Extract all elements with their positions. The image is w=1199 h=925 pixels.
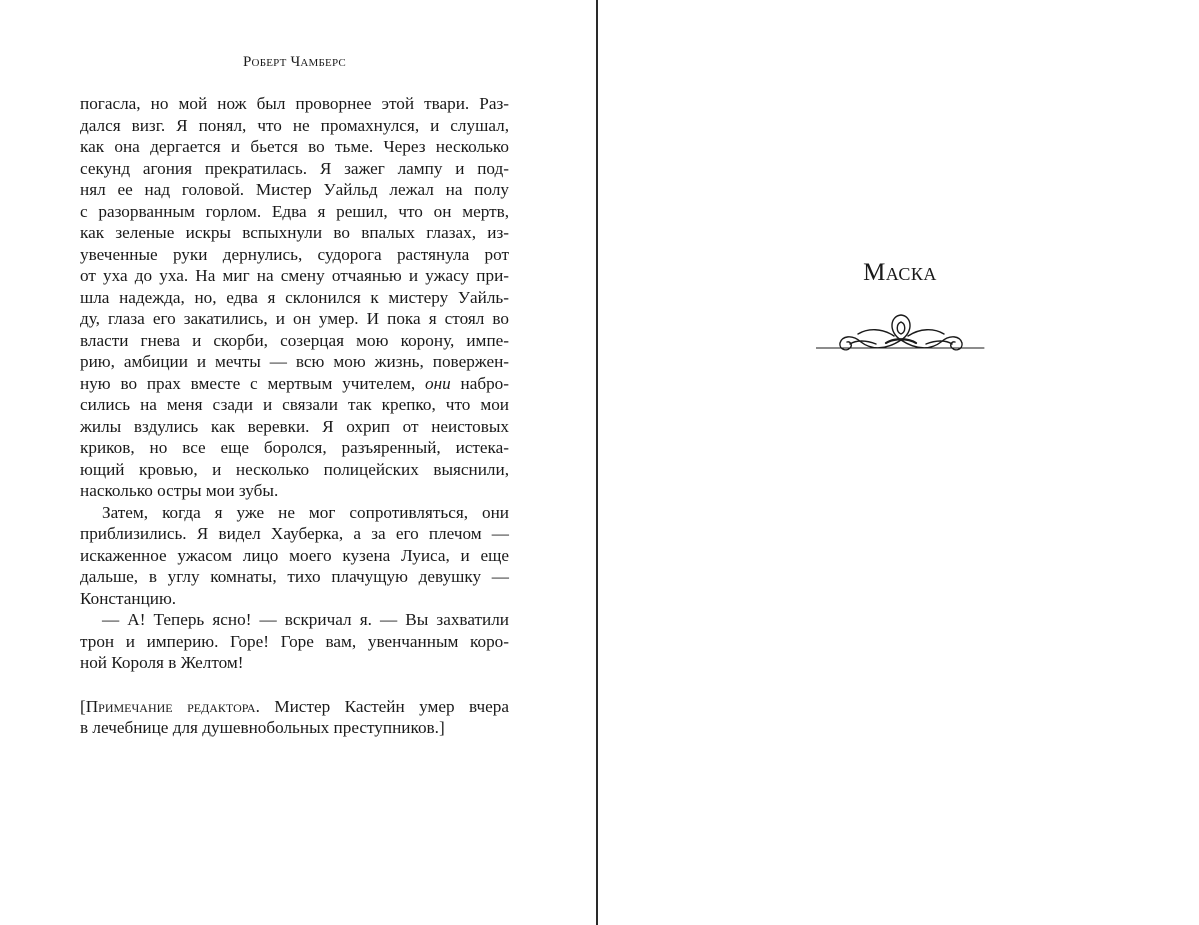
text-line: как зеленые искры вспыхнули во впалых глазах, из- [80, 223, 509, 242]
italic-word: они [424, 373, 451, 393]
right-page [598, 0, 1199, 925]
text-line: криков, но все еще боролся, разъяренный, истека- [80, 438, 509, 457]
text-line: ной Короля в Желтом! [80, 653, 244, 672]
text-segment: ную во прах вместе с мертвым учителем, [80, 373, 416, 393]
editor-note [80, 696, 509, 739]
note-label: Примечание редактора. [85, 696, 260, 716]
text-line: с разорванным горлом. Едва я решил, что он мертв, [80, 201, 509, 221]
text-line: погасла, но мой нож был проворнее этой твари. Раз- [80, 94, 509, 113]
text-line: дался визг. Я понял, что не промахнулся, и слушал, [80, 115, 509, 135]
text-line: ду, глаза его закатились, и он умер. И пока я стоял во [80, 309, 509, 328]
body-text [80, 93, 509, 739]
text-line: приблизились. Я видел Хауберка, а за его плечом — [80, 524, 509, 543]
text-segment: набро- [450, 373, 510, 393]
text-line: дальше, в углу комнаты, тихо плачущую девушку — [80, 567, 509, 586]
running-head: Роберт Чамберс [243, 54, 346, 70]
text-line: трон и империю. Горе! Горе вам, увенчанным коро- [80, 631, 509, 651]
text-line: шла надежда, но, едва я склонился к мистеру Уайль- [80, 287, 509, 307]
text-line: от уха до уха. На миг на смену отчаянью и ужасу при- [80, 266, 509, 285]
text-line-with-italic [80, 373, 509, 395]
text-line: нял ее над головой. Мистер Уайльд лежал на полу [80, 180, 509, 199]
flourish-ornament-icon [816, 310, 986, 356]
text-line: жилы вздулись как веревки. Я охрип от неистовых [80, 416, 509, 436]
text-line: власти гнева и скорби, созерцая мою корону, импе- [80, 330, 509, 350]
text-line: Констанцию. [80, 588, 177, 608]
text-line: увеченные руки дернулись, судорога растянула рот [80, 244, 509, 264]
paragraph-3 [80, 609, 509, 674]
text-line: ющий кровью, и несколько полицейских выяснили, [80, 459, 509, 479]
text-line: — А! Теперь ясно! — вскричал я. — Вы захватили [102, 610, 509, 629]
text-line: искаженное ужасом лицо моего кузена Луиса, и еще [80, 545, 509, 565]
open-bracket: [ [80, 696, 86, 716]
text-line: секунд агония прекратилась. Я зажег лампу и под- [80, 158, 509, 178]
note-line-2: в лечебнице для душевнобольных преступников.] [80, 718, 445, 737]
chapter-title: Маска [863, 259, 937, 286]
paragraph-2 [80, 502, 509, 610]
text-line: рию, амбиции и мечты — всю мою жизнь, повержен- [80, 352, 509, 371]
note-text: Мистер Кастейн умер вчера [259, 696, 509, 716]
text-line: Затем, когда я уже не мог сопротивляться, они [102, 502, 509, 522]
text-line: насколько остры мои зубы. [80, 481, 279, 500]
text-line: сились на меня сзади и связали так крепко, что мои [80, 395, 509, 414]
paragraph-1 [80, 93, 509, 502]
note-line-1 [80, 696, 509, 718]
text-line: как она дергается и бьется во тьме. Через несколько [80, 137, 509, 156]
left-page [0, 0, 596, 925]
